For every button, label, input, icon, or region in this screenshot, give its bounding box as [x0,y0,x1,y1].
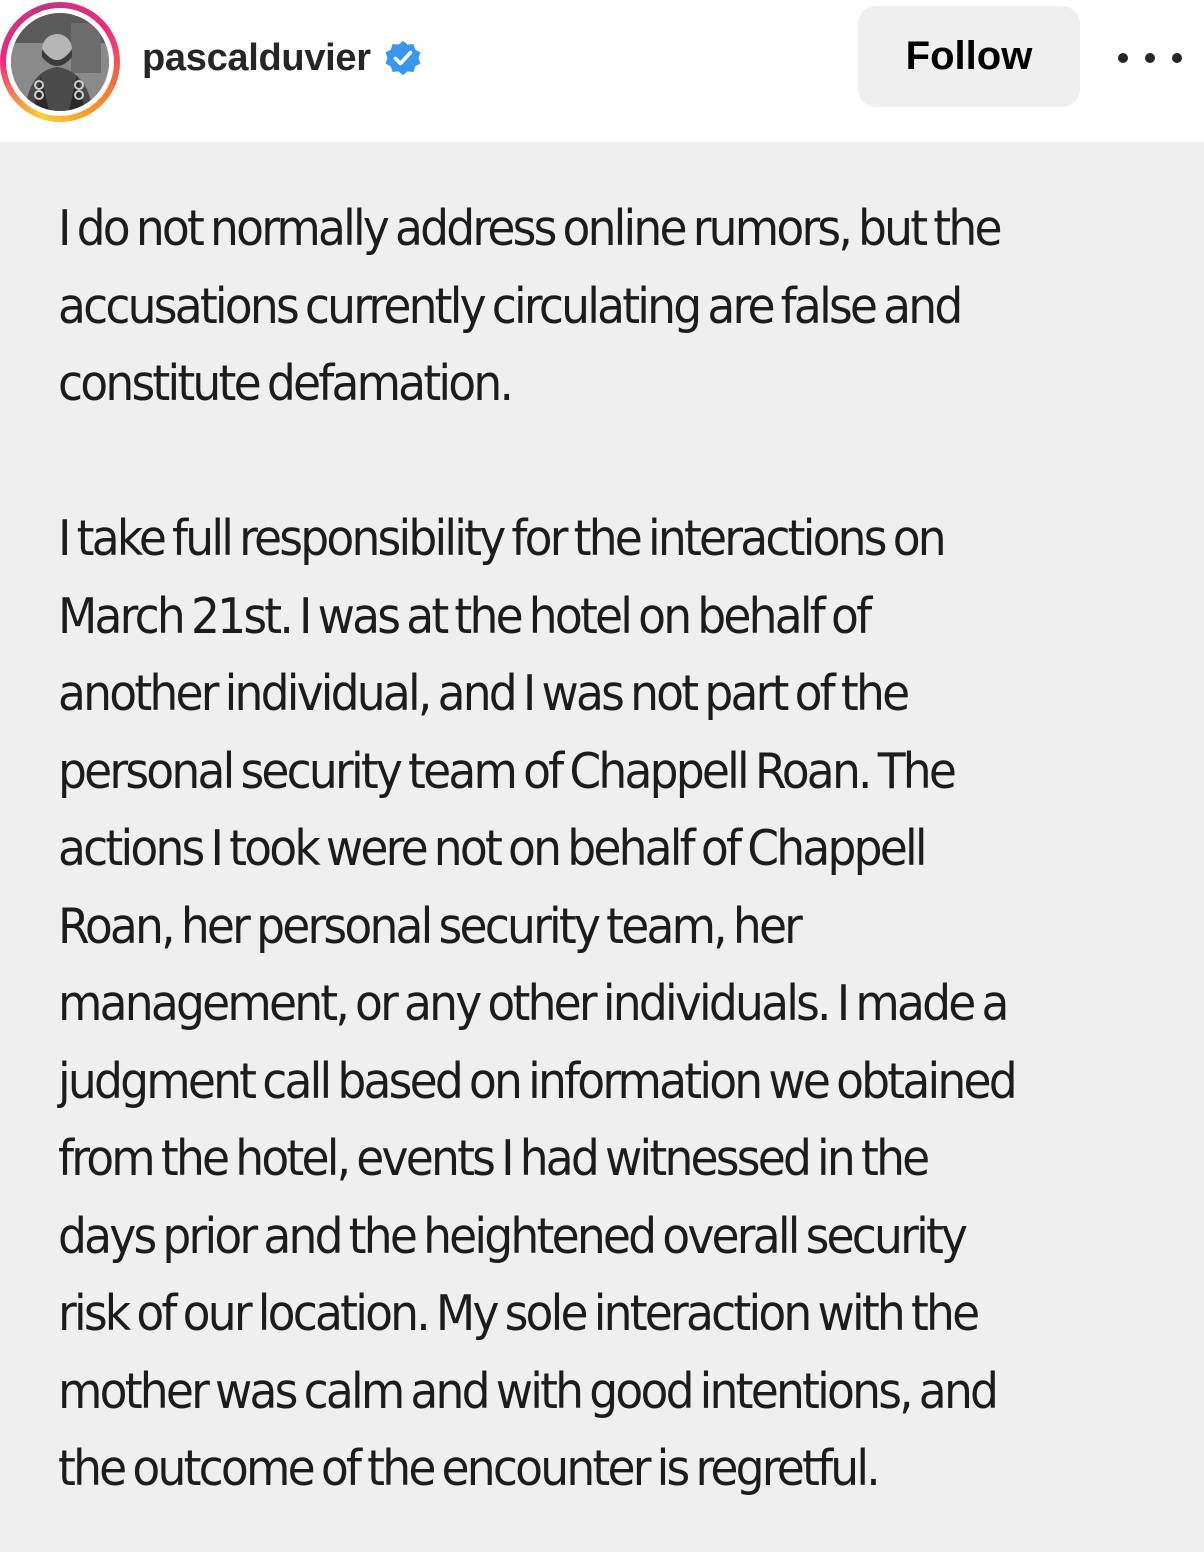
text-line: from the hotel, events I had witnessed in the [58,1130,928,1187]
text-line: actions I took were not on behalf of Chappell [58,820,925,877]
statement-paragraph-1 [58,190,1090,423]
story-ring[interactable] [0,2,120,122]
statement-text [58,190,1090,1508]
more-dot [1145,53,1155,63]
avatar[interactable] [11,13,109,111]
text-line: risk of our location. My sole interaction with the [58,1285,978,1342]
text-line: mother was calm and with good intentions, and [58,1362,997,1420]
username[interactable]: pascalduvier [142,36,371,79]
text-line: the outcome of the encounter is regretful. [58,1440,878,1497]
verified-badge-icon [383,38,423,78]
text-line: management, or any other individuals. I made a [58,975,1007,1032]
text-line: Roan, her personal security team, her [58,897,801,955]
avatar-frame [6,8,114,116]
statement-paragraph-2 [58,500,1090,1508]
text-line: I take full responsibility for the interactions on [58,510,944,567]
post-header [0,0,1204,142]
text-line: accusations currently circulating are false and [58,277,961,335]
text-line: another individual, and I was not part of the [58,665,908,722]
text-line: I do not normally address online rumors, but the [58,200,1000,257]
more-options-icon[interactable] [1118,40,1182,76]
text-line: days prior and the heightened overall security [58,1207,966,1265]
text-line: personal security team of Chappell Roan. The [58,742,955,800]
avatar-image [11,13,109,111]
more-dot [1172,53,1182,63]
text-line: constitute defamation. [58,355,512,412]
follow-button[interactable]: Follow [858,6,1080,107]
more-dot [1118,53,1128,63]
text-line: March 21st. I was at the hotel on behalf of [58,587,870,645]
statement-image [0,142,1204,1552]
text-line: judgment call based on information we obtained [58,1052,1015,1110]
username-row [142,30,423,86]
